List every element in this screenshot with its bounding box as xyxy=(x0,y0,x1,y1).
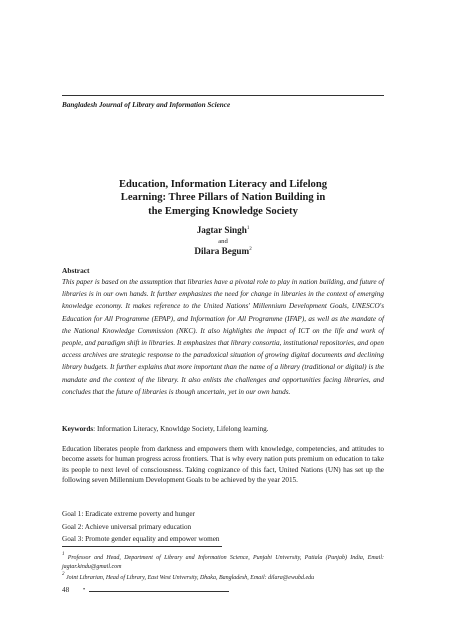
title-line-2: Learning: Three Pillars of Nation Building in xyxy=(120,192,326,204)
article-title xyxy=(62,178,384,218)
journal-name: Bangladesh Journal of Library and Information Science xyxy=(62,101,231,109)
keywords-text: : Information Literacy, Knowldge Society, Lifelong learning. xyxy=(93,425,269,433)
author-1-mark: 1 xyxy=(246,226,250,231)
keywords-label: Keywords xyxy=(62,425,94,433)
footnote-1 xyxy=(62,550,384,572)
footer-bullet: • xyxy=(83,587,86,593)
footer-rule xyxy=(89,591,229,592)
footnote-2-text: Joint Librarian, Head of Library, East West University, Dhaka, Bangladesh, Email: dilara@ewubd.edu xyxy=(64,575,315,581)
footnote-2 xyxy=(62,570,384,583)
page-number: 48 xyxy=(62,586,70,594)
title-line-3: the Emerging Knowledge Society xyxy=(148,205,298,217)
goal-item: Goal 2: Achieve universal primary education xyxy=(62,522,192,531)
author-2 xyxy=(62,246,384,256)
footnote-1-text: Professor and Head, Department of Library and Information Science, Punjabi University, Patiala (Punjab) India, Email: jagtar.kindu@gmail.com xyxy=(62,555,384,570)
author-1 xyxy=(62,225,384,235)
abstract-heading: Abstract xyxy=(62,266,90,275)
title-line-1: Education, Information Literacy and Lifelong xyxy=(118,179,328,190)
author-2-mark: 2 xyxy=(249,247,252,252)
footnote-1-mark: 1 xyxy=(62,552,65,557)
author-1-name: Jagtar Singh xyxy=(196,225,247,235)
abstract-text: This paper is based on the assumption that libraries have a pivotal role to play in nation building, and future of libraries is in our own hands. It further emphasizes the need for change in libraries in the context of emerging knowledge economy. It makes reference to the United Nations' Millennium Development Goals, UNESCO's Education for All Programme (EPAP), and Information for All Programme (IFAP), as well as the mandate of the National Knowledge Commission (NKC). It also highlights the impact of ICT on the life and work of people, and paradigm shift in libraries. It emphasizes that library consortia, institutional repositories, and open access archives are strategic response to the paradoxical situation of growing digital documents and declining library budgets. It further explains that more important than the name of a library (traditional or digital) is the mandate and the context of the library. It also enlists the challenges and opportunities facing libraries, and concludes that the future of libraries is though uncertain, yet in our own hands. xyxy=(62,278,384,396)
header-rule xyxy=(62,95,384,96)
footnote-rule xyxy=(62,546,222,547)
author-2-name: Dilara Begum xyxy=(194,246,250,256)
author-conjunction: and xyxy=(218,238,228,245)
goals-list xyxy=(62,508,219,546)
goal-item: Goal 3: Promote gender equality and empower women xyxy=(62,535,220,543)
intro-paragraph: Education liberates people from darkness and empowers them with knowledge, competencies, and attitudes to become assets for human progress across frontiers. That is why every nation puts premium on education to take its people to next level of consciousness. Taking cognizance of this fact, United Nations (UN) has set up the following seven Millennium Development Goals to be achieved by the year 2015. xyxy=(62,445,384,485)
keywords xyxy=(62,424,384,434)
goal-item: Goal 1: Eradicate extreme poverty and hunger xyxy=(62,510,195,518)
footnote-2-mark: 2 xyxy=(62,572,65,577)
